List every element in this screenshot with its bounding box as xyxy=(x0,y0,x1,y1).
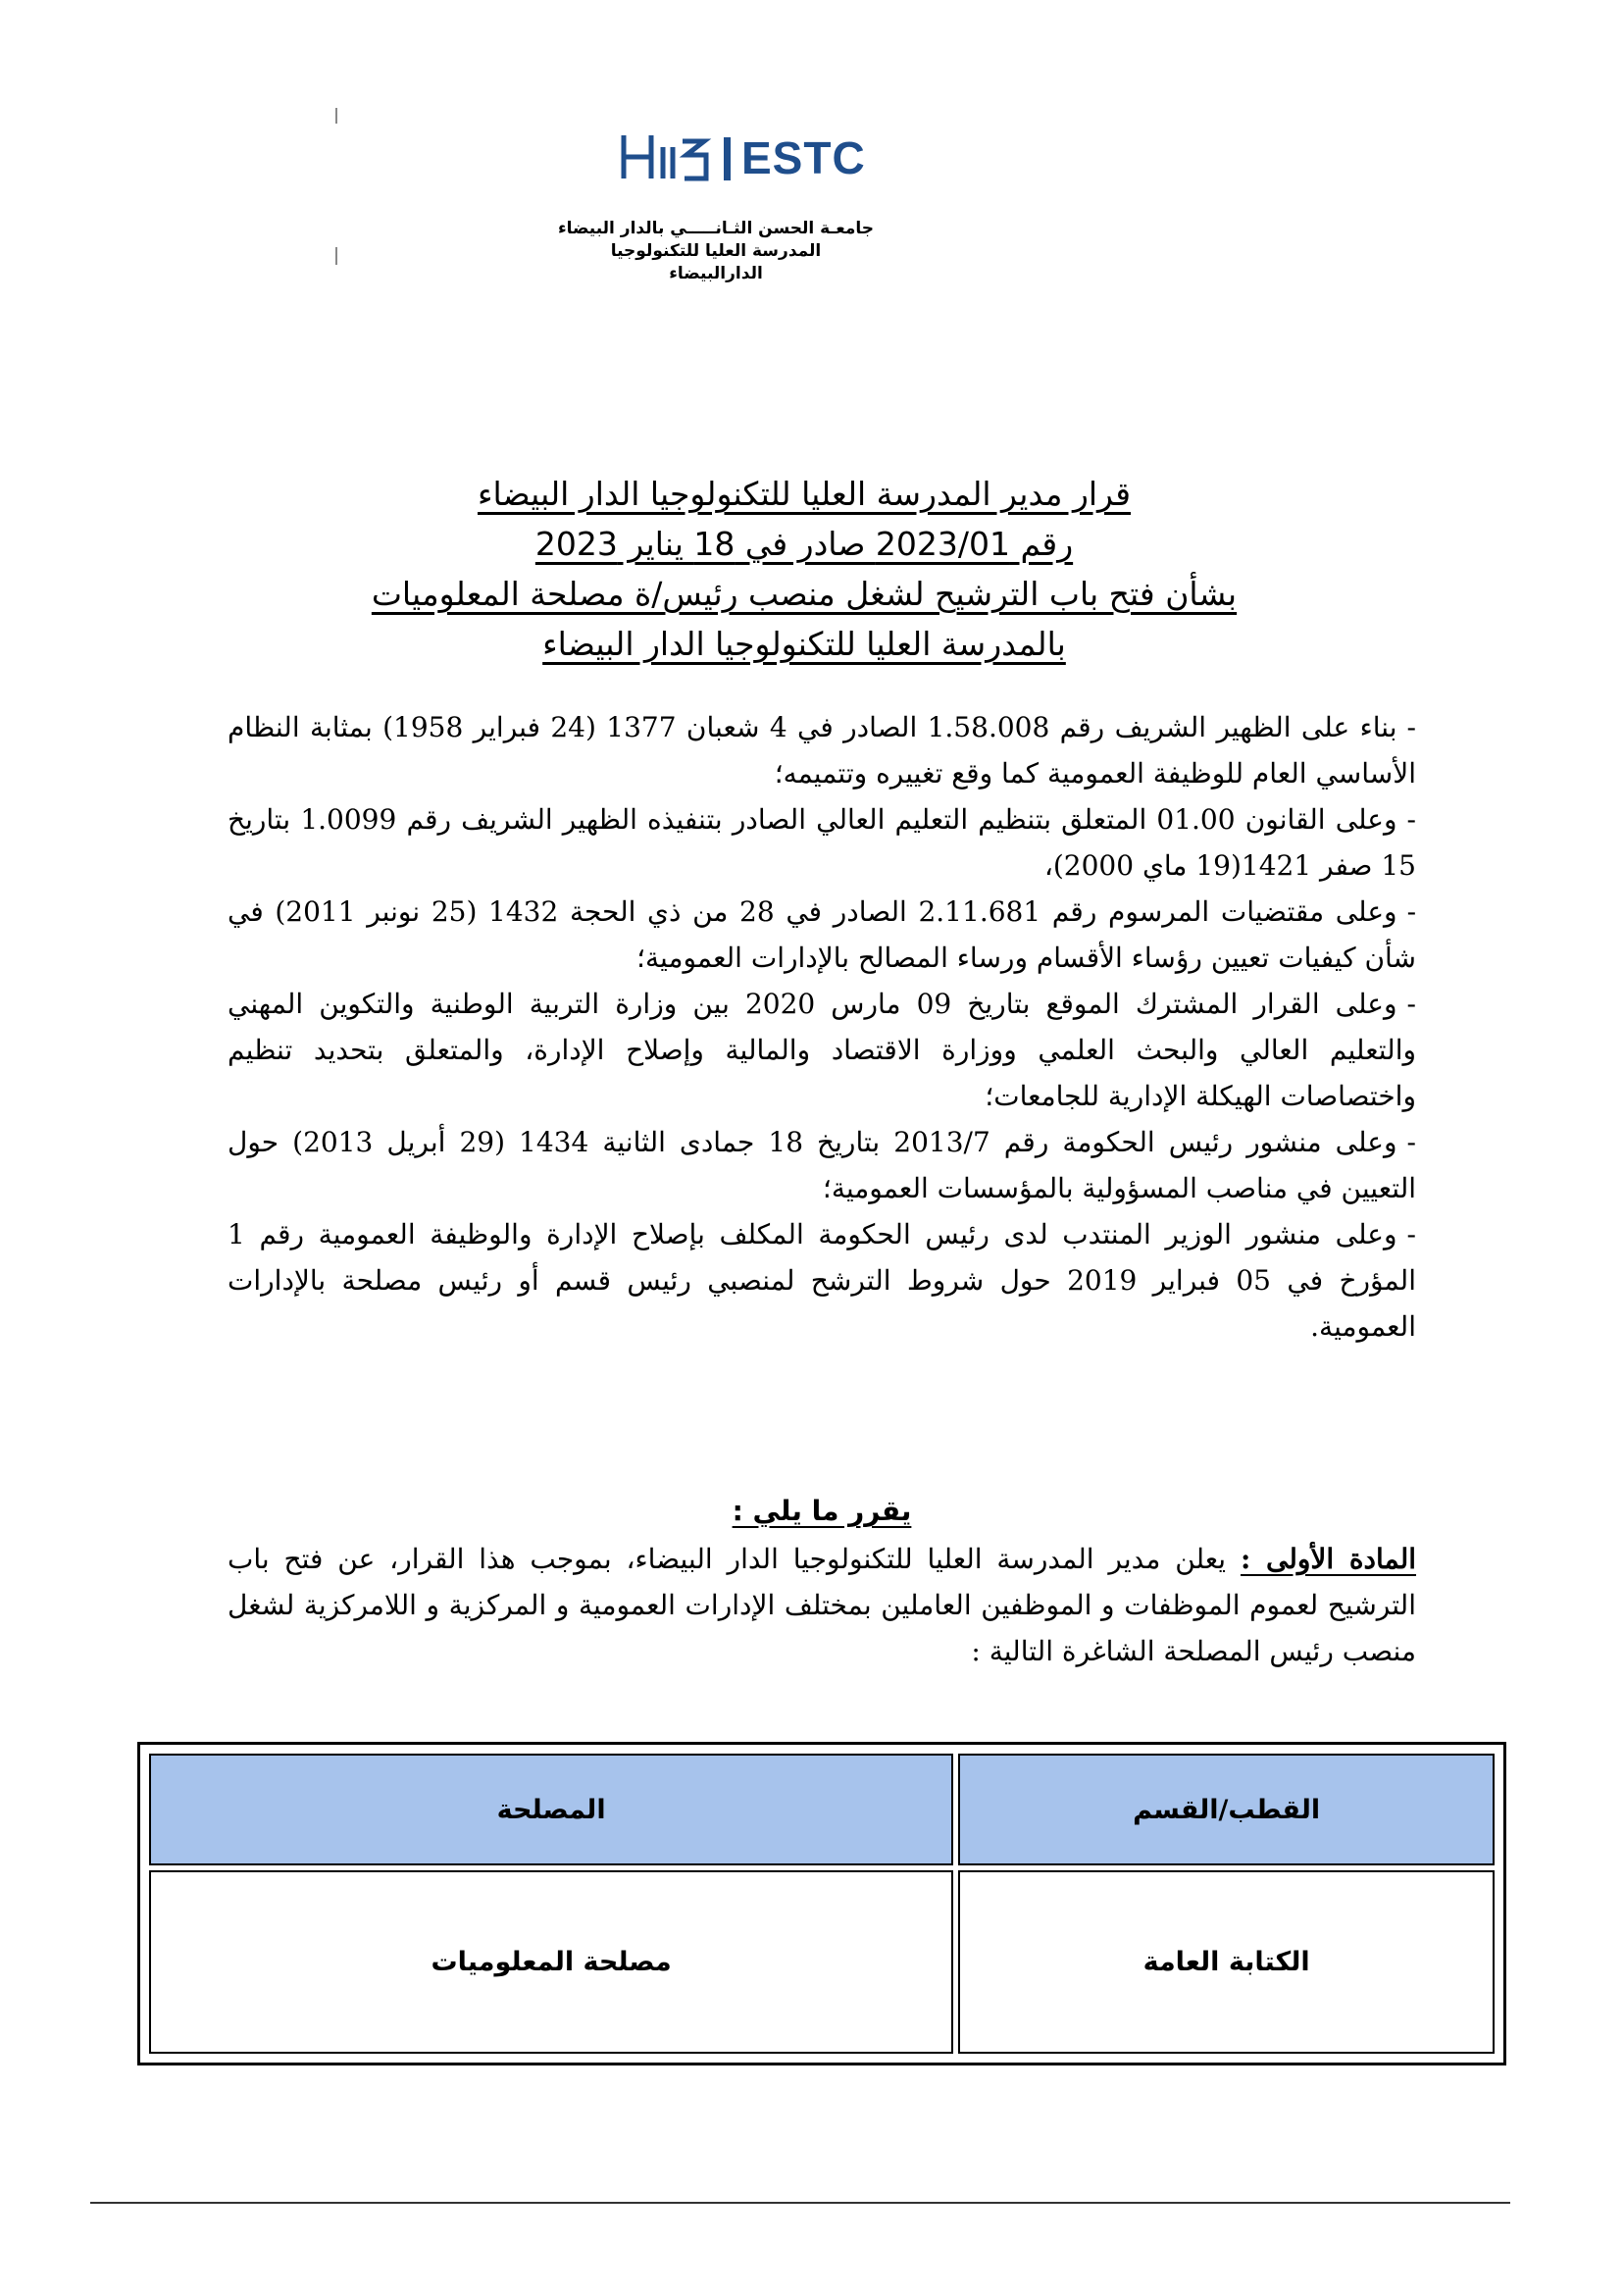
logo-divider xyxy=(724,137,731,180)
table-cell: مصلحة المعلوميات xyxy=(149,1870,953,2054)
scan-mark xyxy=(335,247,337,265)
clause: -وعلى منشور الوزير المنتدب لدى رئيس الحكومة المكلف بإصلاح الإدارة والوظيفة العمومية رقم 1 المؤرخ في 05 فبراير 2019 حول شروط الترشح لمنصبي رئيس قسم أو رئيس مصلحة بالإدارات العمومية. xyxy=(228,1218,1416,1343)
clause: -وعلى مقتضيات المرسوم رقم 2.11.681 الصادر في 28 من ذي الحجة 1432 (25 نونبر 2011) في شأن كيفيات تعيين رؤساء الأقسام ورساء المصالح بالإدارات العمومية؛ xyxy=(228,895,1417,974)
university-name xyxy=(530,218,902,285)
logo-text: ESTC xyxy=(741,132,866,183)
university-line: جامعـة الحسن الثـانـــــي بالدار البيضاء xyxy=(557,219,875,238)
title-line-4: بالمدرسة العليا للتكنولوجيا الدار البيضاء xyxy=(542,625,1066,663)
vacancy-table xyxy=(137,1742,1506,2065)
decision-heading: يقرر ما يلي : xyxy=(732,1495,912,1527)
estc-logo xyxy=(608,118,922,196)
table-row xyxy=(149,1870,1495,2054)
school-line: المدرسة العليا للتكنولوجيا xyxy=(610,241,822,261)
clause: -بناء على الظهير الشريف رقم 1.58.008 الصادر في 4 شعبان 1377 (24 فبراير 1958) بمثابة النظام الأساسي العام للوظيفة العمومية كما وقع تغييره وتتميمه؛ xyxy=(228,711,1416,790)
table-cell: الكتابة العامة xyxy=(958,1870,1495,2054)
footer-divider xyxy=(90,2202,1510,2204)
title-line-2: رقم 2023/01 صادر في 18 يناير 2023 xyxy=(534,525,1074,563)
clause: -وعلى القانون 01.00 المتعلق بتنظيم التعليم العالي الصادر بتنفيذه الظهير الشريف رقم 1.0099 بتاريخ 15 صفر 1421(19 ماي 2000)، xyxy=(228,803,1416,882)
title-line-3: بشأن فتح باب الترشيح لشغل منصب رئيس/ة مصلحة المعلوميات xyxy=(371,575,1238,613)
article-text: يعلن مدير المدرسة العليا للتكنولوجيا الدار البيضاء، بموجب هذا القرار، عن فتح باب الترشيح لعموم الموظفات و الموظفين العاملين بمختلف الإدارات العمومية و المركزية و اللامركزية لشغل منصب رئيس المصلحة الشاغرة التالية : xyxy=(228,1543,1416,1667)
column-header: المصلحة xyxy=(149,1754,953,1865)
decision-title xyxy=(333,469,1275,669)
preamble-clauses xyxy=(228,704,1416,1350)
column-header: القطب/القسم xyxy=(958,1754,1495,1865)
title-line-1: قرار مدير المدرسة العليا للتكنولوجيا الدار البيضاء xyxy=(477,475,1132,513)
university-emblem-icon xyxy=(618,127,716,186)
article-label: المادة الأولى : xyxy=(1240,1543,1417,1575)
article-1 xyxy=(228,1536,1416,1674)
table-header-row xyxy=(149,1754,1495,1865)
clause: -وعلى منشور رئيس الحكومة رقم 2013/7 بتاريخ 18 جمادى الثانية 1434 (29 أبريل 2013) حول التعيين في مناصب المسؤولية بالمؤسسات العمومية؛ xyxy=(228,1126,1416,1204)
city-line: الدارالبيضاء xyxy=(669,264,763,283)
scan-mark xyxy=(335,108,337,124)
clause: -وعلى القرار المشترك الموقع بتاريخ 09 مارس 2020 بين وزارة التربية الوطنية والتكوين المهني والتعليم العالي والبحث العلمي ووزارة الاقتصاد والمالية وإصلاح الإدارة، والمتعلق بتحديد تنظيم واختصاصات الهيكلة الإدارية للجامعات؛ xyxy=(228,988,1416,1112)
